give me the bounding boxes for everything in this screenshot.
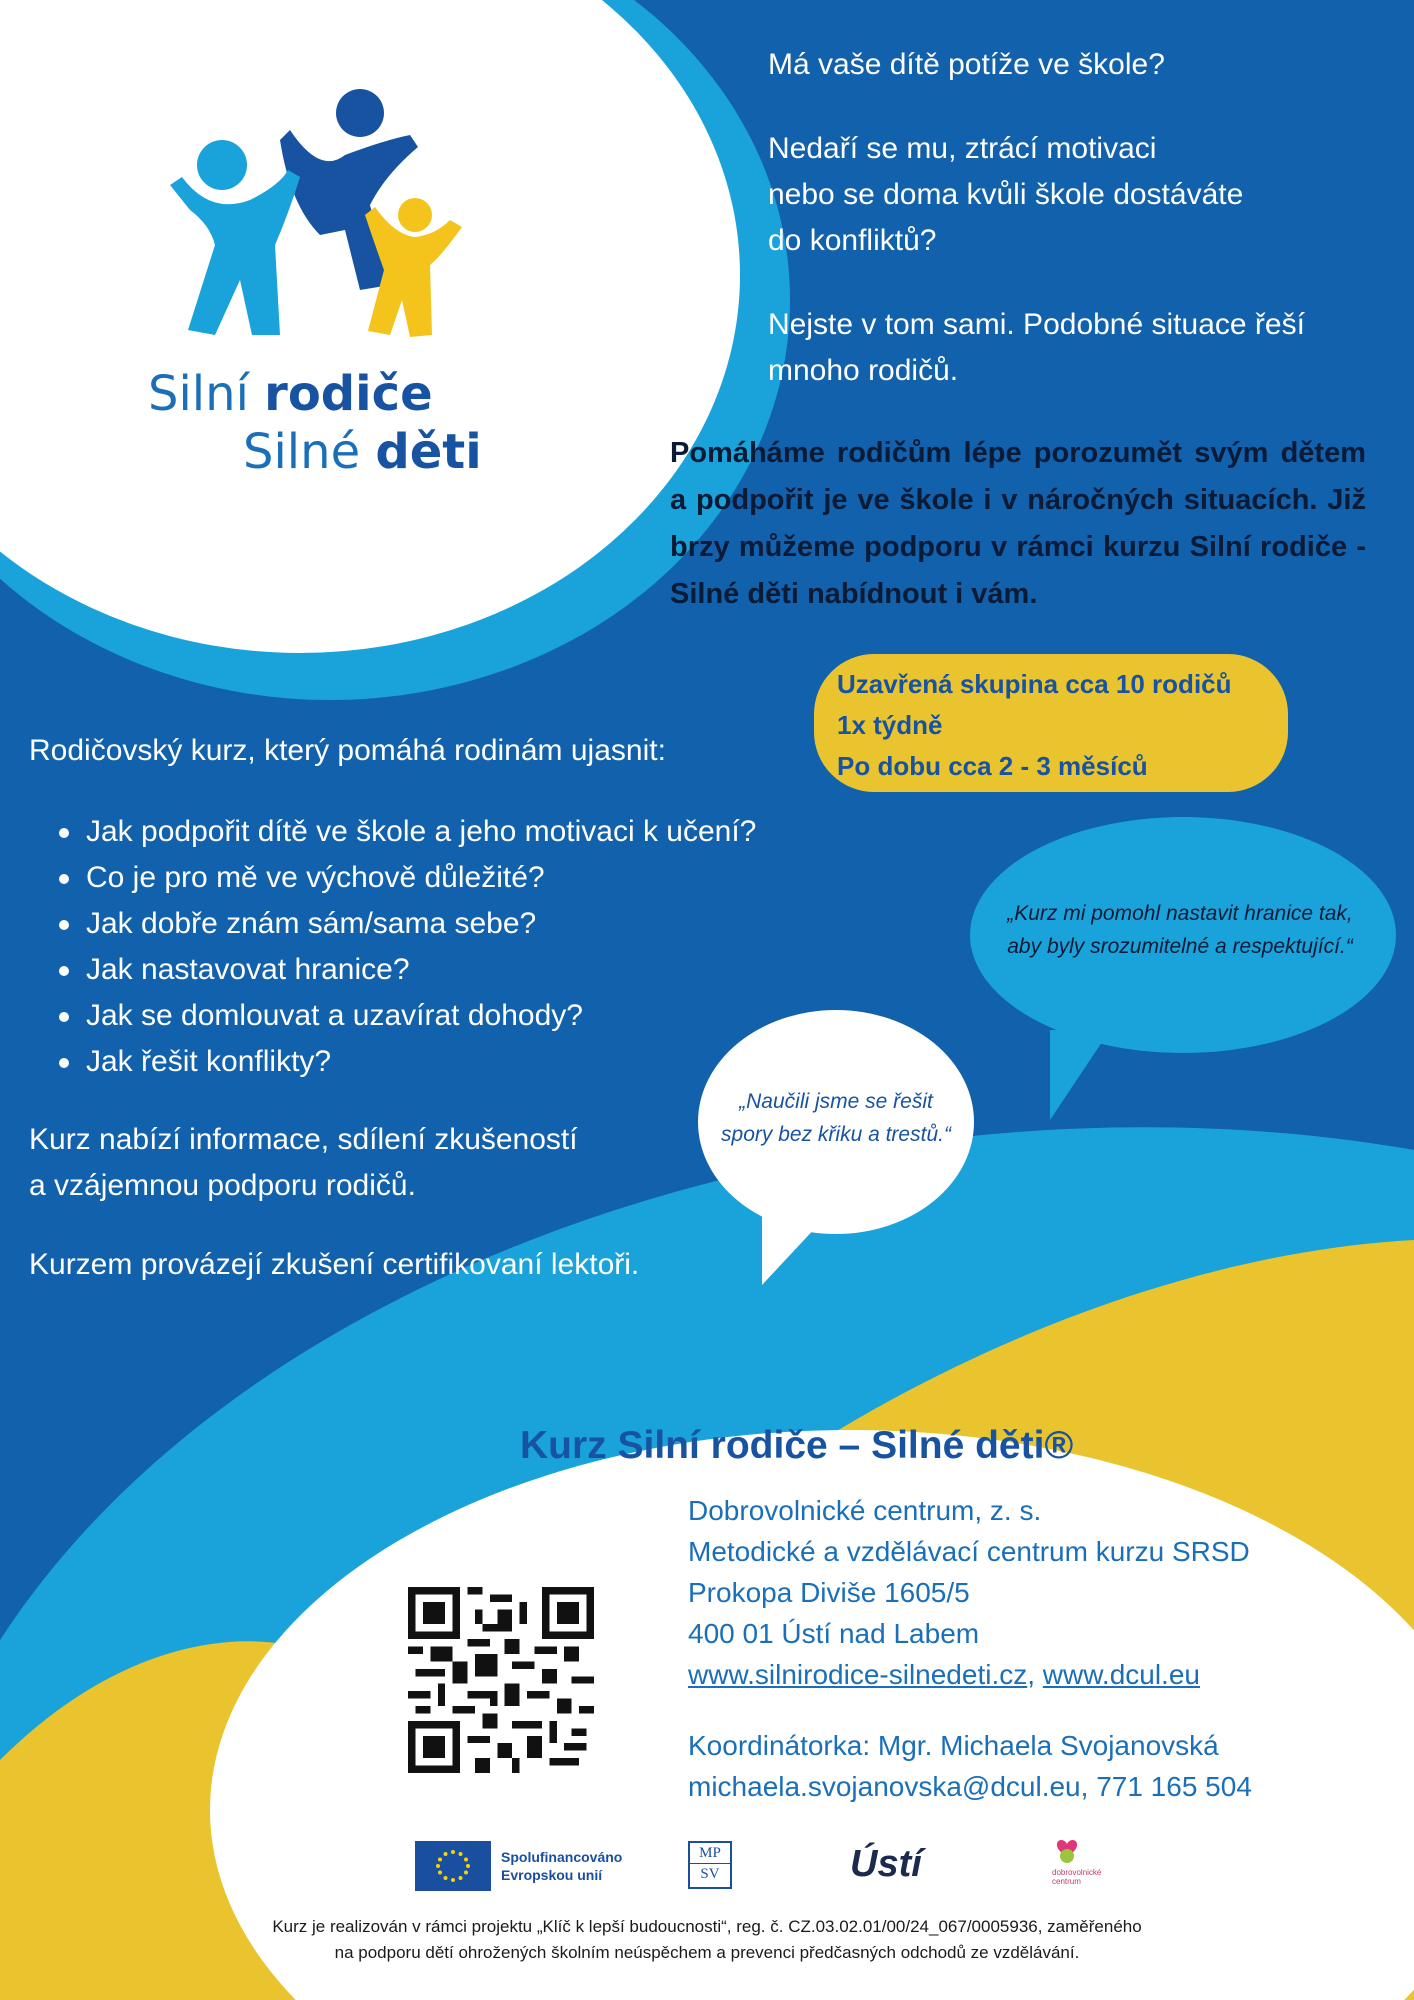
city-address: 400 01 Ústí nad Labem	[688, 1618, 980, 1649]
logo-line-2: Silné děti	[243, 424, 482, 480]
eu-flag-icon	[415, 1841, 491, 1891]
list-item: Jak řešit konflikty?	[29, 1039, 829, 1085]
list-item: Jak dobře znám sám/sama sebe?	[29, 901, 829, 947]
blue-bubble-quote: „Kurz mi pomohl nastavit hranice tak, aby byly srozumitelné a respektující.“	[1007, 902, 1353, 958]
website-link-dcul[interactable]: www.dcul.eu	[1042, 1659, 1200, 1690]
course-lead: Rodičovský kurz, který pomáhá rodinám ujasnit:	[29, 734, 666, 767]
frequency: 1x týdně	[837, 710, 943, 740]
organization-name: Dobrovolnické centrum, z. s.	[688, 1495, 1042, 1526]
heart-icon	[1052, 1836, 1082, 1866]
duration: Po dobu cca 2 - 3 měsíců	[837, 751, 1148, 781]
website-link-srsd[interactable]: www.silnirodice-silnedeti.cz	[688, 1659, 1028, 1690]
dobrovolnicke-centrum-logo: dobrovolnické centrum	[1052, 1836, 1122, 1886]
course-title: Kurz Silní rodiče – Silné děti®	[520, 1424, 1074, 1467]
mpsv-logo: MP SV	[688, 1841, 732, 1889]
group-info-pill	[814, 654, 1288, 792]
intro-bold-statement: Pomáháme rodičům lépe porozumět svým dětem a podpořit je ve škole i v náročných situacích. Již brzy můžeme podporu v rámci kurzu Silní rodiče - Silné děti nabídnout i vám.	[670, 437, 1366, 610]
street-address: Prokopa Diviše 1605/5	[688, 1577, 970, 1608]
list-item: Jak podpořit dítě ve škole a jeho motivaci k učení?	[29, 809, 829, 855]
list-item: Co je pro mě ve výchově důležité?	[29, 855, 829, 901]
center-name: Metodické a vzdělávací centrum kurzu SRSD	[688, 1536, 1250, 1567]
list-item: Jak nastavovat hranice?	[29, 947, 829, 993]
websites: www.silnirodice-silnedeti.cz, www.dcul.eu	[688, 1659, 1200, 1690]
contact-details	[688, 1490, 1252, 1807]
usti-logo: Ústí	[850, 1843, 922, 1885]
eu-logo: Spolufinancováno Evropskou unií	[415, 1841, 655, 1891]
qr-code-icon	[408, 1587, 594, 1773]
course-offer: Kurz nabízí informace, sdílení zkušeností a vzájemnou podporu rodičů.	[29, 1123, 578, 1202]
coordinator-name: Koordinátorka: Mgr. Michaela Svojanovská	[688, 1730, 1219, 1761]
family-logo-icon	[170, 85, 470, 350]
intro-text	[768, 42, 1388, 394]
intro-paragraph-line: mnoho rodičů.	[768, 354, 959, 387]
intro-paragraph-line: Nejste v tom sami. Podobné situace řeší	[768, 308, 1305, 341]
lecturers-text: Kurzem provázejí zkušení certifikovaní lektoři.	[29, 1248, 640, 1281]
intro-question: Má vaše dítě potíže ve škole?	[768, 48, 1165, 81]
intro-paragraph-line: nebo se doma kvůli škole dostáváte	[768, 178, 1244, 211]
logo-wordmark	[148, 365, 482, 481]
question-list	[29, 809, 829, 1085]
project-footnote: Kurz je realizován v rámci projektu „Klíč k lepší budoucnosti“, reg. č. CZ.03.02.01/00/24_067/0005936, zaměřeného na podporu dětí ohrožených školním neúspěchem a prevenci předčasných odchodů ze vzdělávání.	[272, 1917, 1142, 1962]
list-item: Jak se domlouvat a uzavírat dohody?	[29, 993, 829, 1039]
logo-line-1: Silní rodiče	[148, 366, 433, 422]
coordinator-contact[interactable]: michaela.svojanovska@dcul.eu, 771 165 504	[688, 1771, 1252, 1802]
white-bubble-quote: „Naučili jsme se řešit spory bez křiku a trestů.“	[721, 1090, 951, 1146]
intro-paragraph-line: Nedaří se mu, ztrácí motivaci	[768, 132, 1157, 165]
group-size: Uzavřená skupina cca 10 rodičů	[837, 669, 1232, 699]
intro-paragraph-line: do konfliktů?	[768, 224, 937, 257]
